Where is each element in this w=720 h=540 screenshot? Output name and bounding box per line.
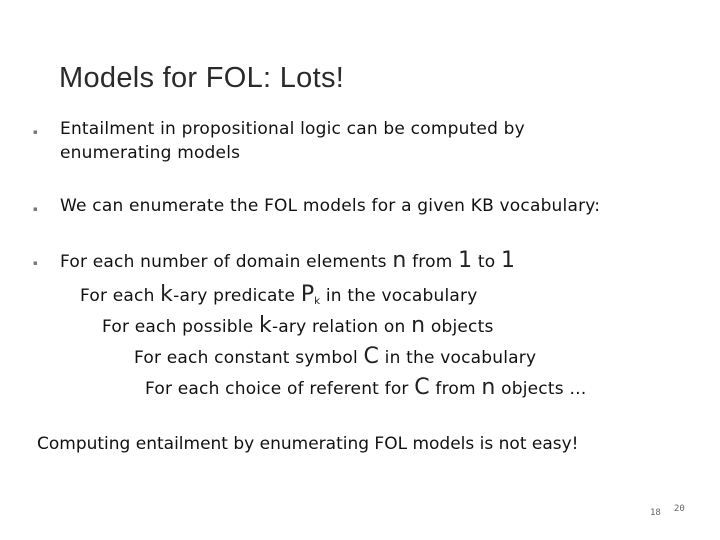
bullet-1-line-2: enumerating models bbox=[60, 143, 241, 163]
bullet-marker: ▪ bbox=[33, 259, 38, 267]
bullet-3-line bbox=[60, 248, 515, 273]
conclusion-text: Computing entailment by enumerating FOL models is not easy! bbox=[37, 434, 579, 454]
var-n: n bbox=[411, 313, 426, 338]
bullet-marker: ▪ bbox=[33, 205, 38, 213]
nested-1-post: in the vocabulary bbox=[320, 286, 478, 306]
var-C: C bbox=[363, 344, 380, 369]
var-k: k bbox=[258, 313, 272, 338]
nested-line-1 bbox=[80, 282, 477, 307]
nested-2-post: objects bbox=[425, 317, 494, 337]
bullet-marker: ▪ bbox=[33, 128, 38, 136]
range-start: 1 bbox=[458, 248, 473, 273]
nested-line-4 bbox=[145, 375, 587, 400]
page-number-right: 20 bbox=[674, 504, 685, 514]
nested-3-text: For each constant symbol bbox=[134, 348, 364, 368]
nested-4-post: objects … bbox=[495, 379, 587, 399]
range-end: 1 bbox=[500, 248, 516, 273]
nested-3-post: in the vocabulary bbox=[379, 348, 537, 368]
nested-1-mid: -ary predicate bbox=[173, 286, 301, 306]
var-C: C bbox=[414, 375, 430, 400]
nested-line-3 bbox=[134, 344, 536, 369]
var-n: n bbox=[481, 375, 496, 400]
var-k: k bbox=[160, 282, 174, 307]
bullet-2-line: We can enumerate the FOL models for a given KB vocabulary: bbox=[60, 196, 601, 216]
nested-2-mid: -ary relation on bbox=[271, 317, 412, 337]
nested-1-text: For each bbox=[80, 286, 161, 306]
nested-4-mid: from bbox=[429, 379, 482, 399]
bullet-1-line-1: Entailment in propositional logic can be computed by bbox=[60, 119, 525, 139]
nested-4-text: For each choice of referent for bbox=[145, 379, 415, 399]
page-number-left: 18 bbox=[650, 508, 661, 518]
nested-2-text: For each possible bbox=[102, 317, 259, 337]
bullet-3-text: For each number of domain elements bbox=[60, 252, 393, 272]
var-P: P bbox=[300, 282, 315, 307]
nested-line-2 bbox=[102, 313, 494, 338]
slide-title: Models for FOL: Lots! bbox=[59, 62, 345, 94]
bullet-3-to: to bbox=[472, 252, 501, 272]
bullet-3-from: from bbox=[406, 252, 459, 272]
var-n: n bbox=[392, 248, 407, 273]
var-P-subscript: k bbox=[314, 296, 321, 307]
